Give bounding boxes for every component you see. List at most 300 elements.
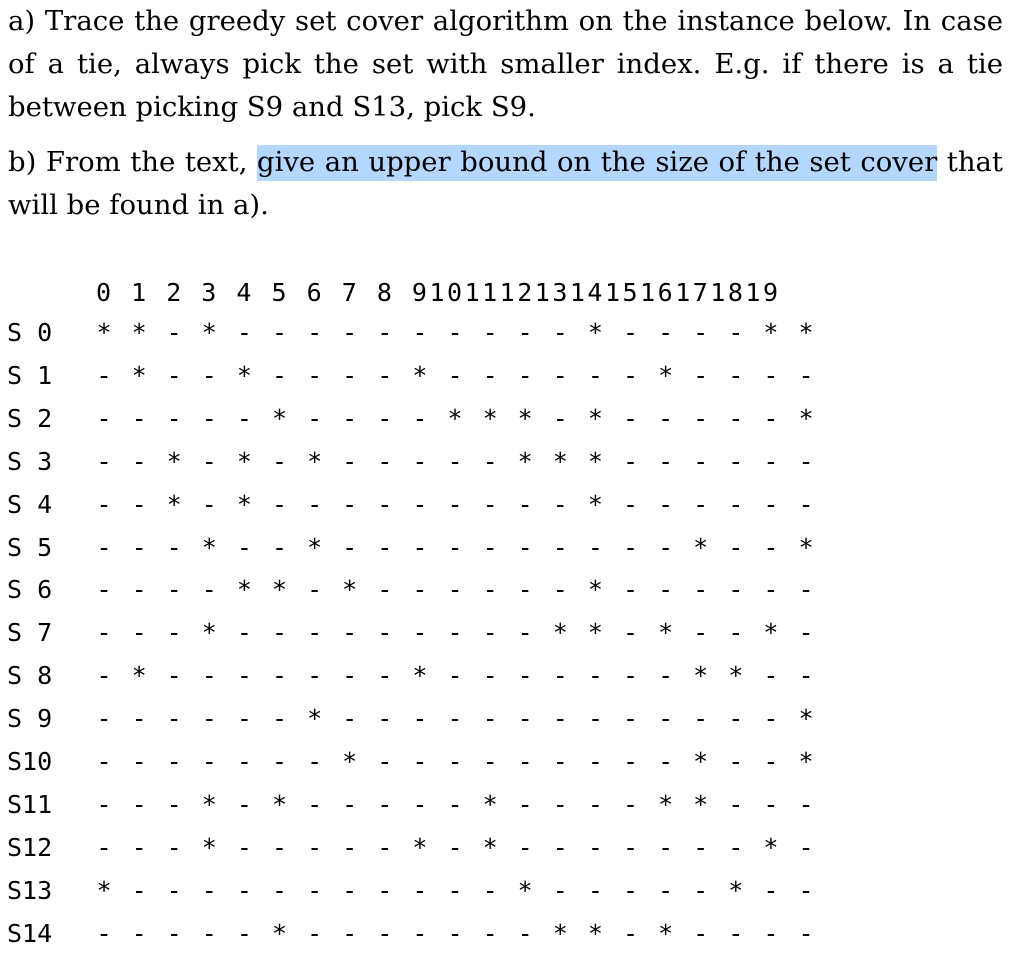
matrix-cell-dash: - — [693, 704, 709, 734]
column-header: 0 1 2 3 4 5 6 7 8 910111213141516171819 — [96, 278, 781, 307]
highlighted-text[interactable]: give an upper bound on the size of the set cover — [257, 145, 937, 181]
matrix-cell-dash: - — [622, 489, 639, 519]
matrix-cell-dash: - — [728, 446, 744, 476]
matrix-cell-dash: - — [201, 360, 217, 390]
matrix-cell-dash: - — [587, 704, 603, 734]
matrix-cell-dash: - — [622, 403, 639, 433]
matrix-cell-dash: - — [236, 789, 252, 819]
matrix-cell-dash: - — [552, 704, 568, 734]
matrix-cell-dash: - — [552, 875, 568, 905]
matrix-cell-dash: - — [447, 318, 463, 347]
matrix-cell-dash: - — [307, 318, 323, 347]
matrix-cell-star: * — [693, 661, 709, 691]
matrix-cell-star: * — [236, 360, 252, 390]
matrix-cell-dash: - — [728, 318, 744, 347]
matrix-cell-dash: - — [307, 875, 323, 905]
matrix-cell-star: * — [131, 661, 147, 691]
row-label: S 2 — [7, 403, 53, 433]
matrix-cell-dash: - — [307, 747, 323, 776]
matrix-cell-star: * — [412, 360, 428, 390]
matrix-cell-dash: - — [166, 747, 182, 776]
matrix-cell-dash: - — [271, 318, 288, 347]
matrix-cell-dash: - — [166, 532, 182, 562]
matrix-cell-dash: - — [482, 747, 498, 776]
matrix-cell-star: * — [693, 747, 709, 776]
matrix-cell-star: * — [482, 403, 498, 433]
matrix-cell-star: * — [552, 446, 568, 476]
matrix-cell-star: * — [587, 318, 603, 347]
row-label: S 5 — [7, 532, 53, 562]
row-label: S10 — [7, 747, 53, 776]
matrix-cell-dash: - — [307, 403, 323, 433]
matrix-cell-star: * — [587, 446, 603, 476]
matrix-cell-dash: - — [798, 618, 814, 648]
matrix-cell-dash: - — [271, 661, 288, 691]
matrix-cell-star: * — [517, 403, 533, 433]
matrix-cell-dash: - — [342, 618, 358, 648]
matrix-cell-star: * — [763, 832, 779, 862]
matrix-cell-dash: - — [693, 618, 709, 648]
matrix-cell-dash: - — [307, 832, 323, 862]
matrix-cell-dash: - — [236, 704, 252, 734]
matrix-cell-dash: - — [96, 575, 112, 605]
matrix-cell-star: * — [658, 360, 674, 390]
matrix-cell-dash: - — [342, 532, 358, 562]
matrix-cell-dash: - — [131, 747, 147, 776]
matrix-cell-dash: - — [131, 875, 147, 905]
matrix-cell-dash: - — [412, 489, 428, 519]
matrix-cell-dash: - — [798, 360, 814, 390]
matrix-cell-dash: - — [412, 918, 428, 948]
matrix-cell-dash: - — [96, 832, 112, 862]
matrix-cell-dash: - — [236, 618, 252, 648]
matrix-cell-star: * — [587, 918, 603, 948]
matrix-cell-dash: - — [728, 532, 744, 562]
matrix-cell-dash: - — [131, 532, 147, 562]
matrix-cell-dash: - — [622, 789, 639, 819]
matrix-cell-star: * — [96, 875, 112, 905]
matrix-cell-star: * — [658, 789, 674, 819]
matrix-cell-dash: - — [201, 403, 217, 433]
matrix-cell-dash: - — [166, 789, 182, 819]
matrix-cell-dash: - — [131, 403, 147, 433]
row-label: S 1 — [7, 360, 53, 390]
matrix-cell-dash: - — [271, 875, 288, 905]
matrix-cell-dash: - — [307, 618, 323, 648]
matrix-cell-dash: - — [482, 704, 498, 734]
matrix-cell-star: * — [693, 789, 709, 819]
matrix-cell-dash: - — [166, 360, 182, 390]
matrix-cell-dash: - — [96, 704, 112, 734]
matrix-cell-dash: - — [447, 661, 463, 691]
matrix-cell-dash: - — [517, 832, 533, 862]
matrix-cell-dash: - — [166, 832, 182, 862]
matrix-cell-dash: - — [622, 747, 639, 776]
matrix-cell-star: * — [236, 575, 252, 605]
matrix-cell-star: * — [798, 403, 814, 433]
matrix-cell-dash: - — [728, 918, 744, 948]
matrix-cell-dash: - — [201, 489, 217, 519]
row-label: S 9 — [7, 704, 53, 734]
matrix-cell-star: * — [271, 403, 288, 433]
matrix-cell-star: * — [201, 532, 217, 562]
matrix-cell-dash: - — [763, 918, 779, 948]
matrix-cell-dash: - — [693, 918, 709, 948]
matrix-cell-dash: - — [166, 661, 182, 691]
matrix-cell-dash: - — [271, 832, 288, 862]
matrix-cell-dash: - — [763, 875, 779, 905]
matrix-cell-dash: - — [377, 918, 393, 948]
matrix-cell-dash: - — [658, 532, 674, 562]
matrix-cell-dash: - — [447, 575, 463, 605]
matrix-cell-dash: - — [201, 575, 217, 605]
matrix-cell-dash: - — [447, 489, 463, 519]
matrix-cell-dash: - — [96, 489, 112, 519]
matrix-cell-dash: - — [763, 661, 779, 691]
matrix-cell-dash: - — [763, 489, 779, 519]
matrix-cell-star: * — [798, 704, 814, 734]
row-label: S12 — [7, 832, 53, 862]
matrix-cell-dash: - — [342, 875, 358, 905]
part-b-prefix: b) From the text, — [8, 146, 257, 178]
matrix-cell-star: * — [271, 789, 288, 819]
matrix-cell-dash: - — [96, 747, 112, 776]
matrix-cell-dash: - — [342, 789, 358, 819]
matrix-cell-dash: - — [552, 318, 568, 347]
matrix-cell-dash: - — [377, 618, 393, 648]
matrix-cell-dash: - — [728, 789, 744, 819]
matrix-cell-star: * — [482, 789, 498, 819]
matrix-cell-dash: - — [96, 446, 112, 476]
matrix-cell-dash: - — [131, 618, 147, 648]
matrix-cell-dash: - — [622, 575, 639, 605]
matrix-cell-dash: - — [447, 532, 463, 562]
matrix-cell-dash: - — [763, 575, 779, 605]
part-b-suffix: that will be found in a). — [8, 146, 1003, 221]
row-label: S 8 — [7, 661, 53, 691]
matrix-cell-dash: - — [377, 532, 393, 562]
matrix-cell-dash: - — [587, 360, 603, 390]
matrix-cell-dash: - — [693, 403, 709, 433]
matrix-cell-dash: - — [447, 704, 463, 734]
matrix-cell-dash: - — [693, 318, 709, 347]
matrix-cell-dash: - — [271, 360, 288, 390]
matrix-cell-star: * — [342, 747, 358, 776]
matrix-cell-dash: - — [517, 918, 533, 948]
matrix-cell-dash: - — [342, 661, 358, 691]
matrix-cell-dash: - — [482, 661, 498, 691]
matrix-cell-dash: - — [201, 918, 217, 948]
matrix-cell-dash: - — [131, 704, 147, 734]
matrix-cell-dash: - — [517, 789, 533, 819]
matrix-cell-star: * — [166, 446, 182, 476]
matrix-cell-dash: - — [96, 403, 112, 433]
matrix-cell-dash: - — [131, 789, 147, 819]
matrix-cell-dash: - — [728, 360, 744, 390]
matrix-cell-dash: - — [658, 832, 674, 862]
matrix-cell-dash: - — [728, 403, 744, 433]
matrix-cell-dash: - — [622, 918, 639, 948]
row-label: S 6 — [7, 575, 53, 605]
matrix-cell-dash: - — [482, 446, 498, 476]
matrix-cell-star: * — [693, 532, 709, 562]
matrix-cell-dash: - — [96, 661, 112, 691]
matrix-cell-dash: - — [798, 446, 814, 476]
matrix-cell-dash: - — [587, 532, 603, 562]
matrix-cell-dash: - — [658, 704, 674, 734]
matrix-cell-dash: - — [412, 747, 428, 776]
matrix-cell-dash: - — [552, 661, 568, 691]
matrix-cell-star: * — [763, 618, 779, 648]
matrix-cell-dash: - — [201, 704, 217, 734]
matrix-cell-dash: - — [622, 318, 639, 347]
matrix-cell-dash: - — [728, 618, 744, 648]
matrix-cell-dash: - — [693, 575, 709, 605]
matrix-cell-dash: - — [622, 618, 639, 648]
matrix-cell-dash: - — [658, 446, 674, 476]
matrix-cell-dash: - — [798, 832, 814, 862]
row-label: S13 — [7, 875, 53, 905]
matrix-cell-dash: - — [763, 403, 779, 433]
matrix-cell-star: * — [763, 318, 779, 347]
matrix-cell-dash: - — [552, 360, 568, 390]
matrix-cell-dash: - — [728, 489, 744, 519]
matrix-cell-dash: - — [798, 918, 814, 948]
matrix-cell-dash: - — [377, 318, 393, 347]
matrix-cell-dash: - — [236, 403, 252, 433]
matrix-cell-dash: - — [166, 618, 182, 648]
matrix-cell-dash: - — [166, 318, 182, 347]
matrix-cell-dash: - — [587, 789, 603, 819]
matrix-cell-dash: - — [798, 661, 814, 691]
matrix-cell-dash: - — [447, 918, 463, 948]
matrix-cell-dash: - — [517, 747, 533, 776]
matrix-cell-dash: - — [131, 832, 147, 862]
matrix-cell-dash: - — [552, 489, 568, 519]
matrix-cell-dash: - — [307, 575, 323, 605]
matrix-cell-dash: - — [131, 446, 147, 476]
matrix-cell-dash: - — [271, 532, 288, 562]
matrix-cell-dash: - — [693, 875, 709, 905]
matrix-cell-dash: - — [412, 403, 428, 433]
matrix-cell-star: * — [587, 489, 603, 519]
matrix-cell-dash: - — [412, 575, 428, 605]
matrix-cell-star: * — [201, 318, 217, 347]
matrix-cell-dash: - — [166, 403, 182, 433]
matrix-cell-dash: - — [763, 789, 779, 819]
matrix-cell-star: * — [658, 618, 674, 648]
matrix-cell-star: * — [798, 318, 814, 347]
matrix-cell-dash: - — [763, 747, 779, 776]
matrix-cell-dash: - — [517, 704, 533, 734]
matrix-cell-dash: - — [96, 789, 112, 819]
matrix-cell-dash: - — [517, 575, 533, 605]
matrix-cell-star: * — [552, 618, 568, 648]
matrix-cell-star: * — [658, 918, 674, 948]
matrix-cell-star: * — [307, 532, 323, 562]
matrix-cell-star: * — [236, 489, 252, 519]
matrix-cell-dash: - — [622, 704, 639, 734]
matrix-cell-dash: - — [236, 318, 252, 347]
matrix-cell-dash: - — [482, 360, 498, 390]
matrix-cell-star: * — [587, 618, 603, 648]
matrix-cell-dash: - — [482, 489, 498, 519]
matrix-cell-dash: - — [693, 489, 709, 519]
matrix-cell-dash: - — [798, 875, 814, 905]
matrix-cell-dash: - — [728, 575, 744, 605]
matrix-cell-dash: - — [482, 918, 498, 948]
matrix-cell-dash: - — [447, 875, 463, 905]
matrix-cell-dash: - — [131, 489, 147, 519]
matrix-cell-dash: - — [763, 704, 779, 734]
matrix-cell-dash: - — [447, 789, 463, 819]
matrix-cell-dash: - — [482, 532, 498, 562]
matrix-cell-dash: - — [377, 789, 393, 819]
matrix-cell-dash: - — [271, 489, 288, 519]
matrix-cell-dash: - — [552, 832, 568, 862]
matrix-cell-dash: - — [377, 403, 393, 433]
matrix-cell-dash: - — [377, 875, 393, 905]
matrix-cell-dash: - — [271, 747, 288, 776]
matrix-cell-dash: - — [412, 875, 428, 905]
matrix-cell-dash: - — [236, 661, 252, 691]
matrix-cell-dash: - — [622, 661, 639, 691]
matrix-cell-dash: - — [447, 747, 463, 776]
matrix-cell-dash: - — [412, 318, 428, 347]
matrix-cell-dash: - — [517, 661, 533, 691]
matrix-cell-dash: - — [412, 704, 428, 734]
matrix-cell-star: * — [201, 618, 217, 648]
matrix-cell-dash: - — [201, 747, 217, 776]
matrix-cell-star: * — [482, 832, 498, 862]
matrix-cell-dash: - — [271, 446, 288, 476]
matrix-cell-dash: - — [693, 360, 709, 390]
matrix-cell-dash: - — [447, 832, 463, 862]
matrix-cell-dash: - — [96, 618, 112, 648]
matrix-cell-dash: - — [342, 832, 358, 862]
matrix-cell-dash: - — [307, 661, 323, 691]
matrix-cell-dash: - — [377, 446, 393, 476]
matrix-cell-dash: - — [763, 360, 779, 390]
matrix-cell-dash: - — [622, 875, 639, 905]
row-label: S 7 — [7, 618, 53, 648]
matrix-cell-dash: - — [552, 789, 568, 819]
matrix-cell-dash: - — [307, 918, 323, 948]
matrix-cell-star: * — [517, 446, 533, 476]
matrix-cell-dash: - — [166, 875, 182, 905]
matrix-cell-dash: - — [447, 446, 463, 476]
matrix-cell-dash: - — [377, 360, 393, 390]
question-part-b — [8, 141, 1003, 227]
matrix-cell-dash: - — [622, 832, 639, 862]
matrix-cell-dash: - — [307, 360, 323, 390]
matrix-cell-star: * — [131, 318, 147, 347]
matrix-cell-dash: - — [412, 789, 428, 819]
matrix-cell-dash: - — [517, 489, 533, 519]
matrix-cell-dash: - — [377, 489, 393, 519]
matrix-cell-dash: - — [96, 918, 112, 948]
matrix-cell-dash: - — [342, 403, 358, 433]
matrix-cell-dash: - — [482, 618, 498, 648]
matrix-cell-star: * — [131, 360, 147, 390]
matrix-cell-dash: - — [342, 704, 358, 734]
matrix-cell-dash: - — [622, 446, 639, 476]
matrix-cell-dash: - — [201, 661, 217, 691]
matrix-cell-dash: - — [236, 832, 252, 862]
matrix-cell-dash: - — [131, 575, 147, 605]
matrix-cell-dash: - — [658, 318, 674, 347]
matrix-cell-dash: - — [482, 318, 498, 347]
matrix-cell-dash: - — [693, 832, 709, 862]
matrix-cell-dash: - — [517, 360, 533, 390]
matrix-cell-dash: - — [236, 875, 252, 905]
matrix-cell-dash: - — [96, 532, 112, 562]
row-label: S11 — [7, 789, 53, 819]
matrix-cell-dash: - — [658, 489, 674, 519]
matrix-cell-dash: - — [482, 875, 498, 905]
matrix-cell-dash: - — [728, 832, 744, 862]
matrix-cell-dash: - — [517, 618, 533, 648]
matrix-cell-dash: - — [412, 618, 428, 648]
matrix-cell-dash: - — [377, 661, 393, 691]
matrix-cell-star: * — [96, 318, 112, 347]
matrix-cell-dash: - — [763, 446, 779, 476]
matrix-cell-dash: - — [447, 618, 463, 648]
matrix-cell-dash: - — [798, 575, 814, 605]
matrix-cell-dash: - — [552, 575, 568, 605]
matrix-cell-star: * — [587, 575, 603, 605]
matrix-cell-dash: - — [307, 789, 323, 819]
matrix-cell-dash: - — [658, 661, 674, 691]
matrix-cell-dash: - — [201, 875, 217, 905]
matrix-cell-star: * — [412, 661, 428, 691]
matrix-cell-star: * — [307, 446, 323, 476]
matrix-cell-dash: - — [412, 446, 428, 476]
matrix-cell-star: * — [552, 918, 568, 948]
matrix-cell-dash: - — [517, 532, 533, 562]
matrix-cell-dash: - — [447, 360, 463, 390]
matrix-cell-dash: - — [166, 704, 182, 734]
question-part-a: a) Trace the greedy set cover algorithm on the instance below. In case of a tie, always pick the set with smaller index. E.g. if there is a tie between picking S9 and S13, pick S9. — [8, 5, 1003, 123]
matrix-cell-dash: - — [587, 661, 603, 691]
matrix-cell-star: * — [166, 489, 182, 519]
matrix-cell-star: * — [447, 403, 463, 433]
matrix-cell-dash: - — [236, 532, 252, 562]
matrix-cell-star: * — [587, 403, 603, 433]
matrix-cell-dash: - — [412, 532, 428, 562]
matrix-cell-dash: - — [552, 403, 568, 433]
matrix-cell-dash: - — [798, 489, 814, 519]
row-label: S 4 — [7, 489, 53, 519]
row-label: S 0 — [7, 318, 53, 347]
matrix-cell-star: * — [201, 832, 217, 862]
matrix-cell-star: * — [307, 704, 323, 734]
matrix-cell-dash: - — [96, 360, 112, 390]
matrix-cell-dash: - — [587, 832, 603, 862]
matrix-cell-dash: - — [166, 575, 182, 605]
matrix-cell-dash: - — [377, 747, 393, 776]
matrix-cell-dash: - — [763, 532, 779, 562]
matrix-cell-dash: - — [377, 575, 393, 605]
matrix-cell-dash: - — [236, 918, 252, 948]
matrix-cell-dash: - — [271, 704, 288, 734]
matrix-cell-dash: - — [166, 918, 182, 948]
matrix-cell-dash: - — [482, 575, 498, 605]
matrix-cell-dash: - — [342, 489, 358, 519]
matrix-cell-star: * — [517, 875, 533, 905]
matrix-cell-dash: - — [728, 747, 744, 776]
matrix-cell-star: * — [236, 446, 252, 476]
